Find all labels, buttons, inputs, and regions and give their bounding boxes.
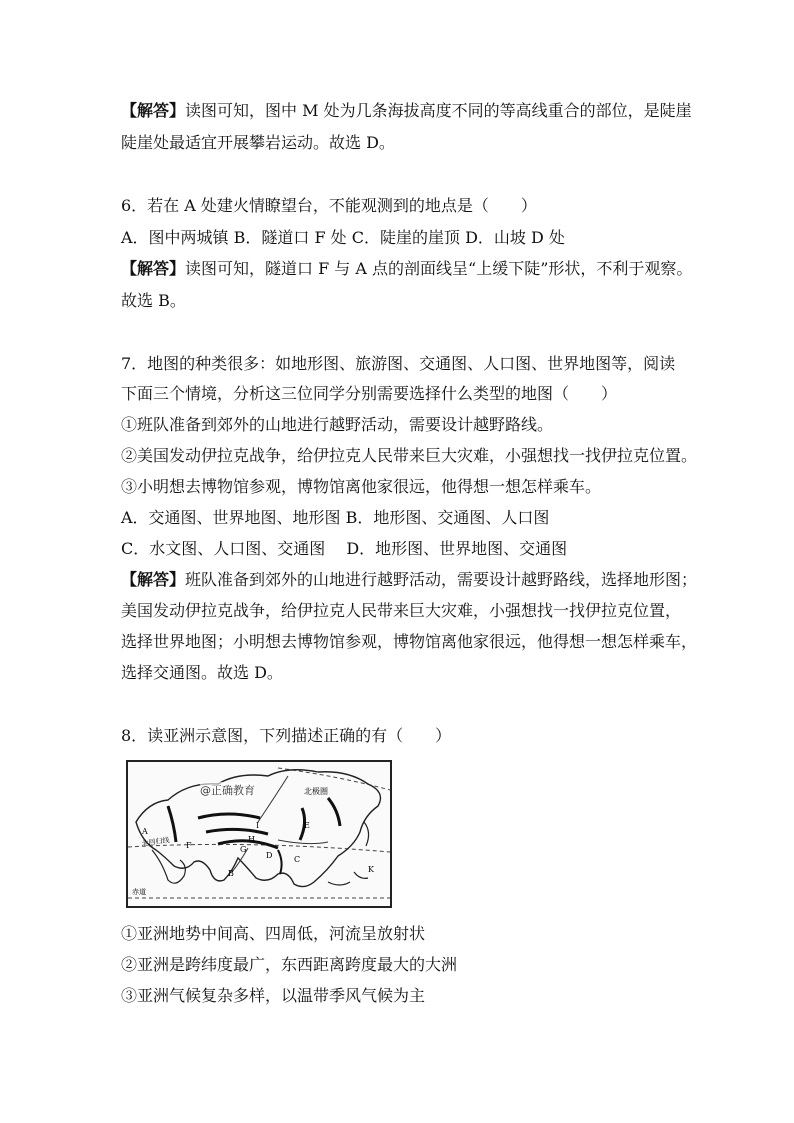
q5-answer-line-1: 【解答】读图可知，图中 M 处为几条海拔高度不同的等高线重合的部位，是陡崖 <box>121 101 692 120</box>
map-letter-d: D <box>266 851 273 860</box>
river-north <box>258 776 288 822</box>
q7-options-line-1: A．交通图、世界地图、地形图 B．地形图、交通图、人口图 <box>121 508 550 527</box>
mountain-range-west <box>168 806 176 842</box>
asia-map-figure <box>126 760 392 908</box>
q6-options: A．图中两城镇 B．隧道口 F 处 C．陡崖的崖顶 D．山坡 D 处 <box>121 228 565 247</box>
arabia-outline <box>152 850 185 883</box>
map-letter-k: K <box>368 865 374 874</box>
map-letter-c: C <box>294 855 301 864</box>
map-letter-a: A <box>142 827 148 836</box>
asia-map-svg <box>128 762 390 906</box>
q8-statement-1: ①亚洲地势中间高、四周低，河流呈放射状 <box>121 924 426 943</box>
map-letter-b: B <box>228 869 234 878</box>
q8-question: 8．读亚洲示意图，下列描述正确的有（ ） <box>121 726 452 745</box>
map-letter-f: F <box>186 841 192 850</box>
map-letter-g: G <box>240 845 247 854</box>
map-letter-e: E <box>304 821 310 830</box>
q8-statement-2: ②亚洲是跨纬度最广，东西距离跨度最大的大洲 <box>121 955 458 974</box>
q7-answer-line-4: 选择交通图。故选 D。 <box>121 663 283 682</box>
q7-scenario-1: ①班队准备到郊外的山地进行越野活动，需要设计越野路线。 <box>121 415 554 434</box>
label-equator: 赤道 <box>132 888 146 896</box>
q6-answer-line-1: 【解答】读图可知，隧道口 F 与 A 点的剖面线呈“上缓下陡”形状，不利于观察。 <box>121 259 693 278</box>
mountain-range-h <box>206 829 268 834</box>
label-tropic: 北回归线 <box>141 836 171 848</box>
river-east <box>278 840 328 844</box>
q7-options-line-2: C．水文图、人口图、交通图 D．地形图、世界地图、交通图 <box>121 539 568 558</box>
islands-outline <box>328 872 368 885</box>
mountain-range-east <box>328 798 340 826</box>
japan-outline <box>364 822 369 846</box>
q7-question-line-1: 7．地图的种类很多：如地形图、旅游图、交通图、人口图、世界地图等，阅读 <box>121 354 676 373</box>
q7-scenario-3: ③小明想去博物馆参观，博物馆离他家很远，他得想一想怎样乘车。 <box>121 477 602 496</box>
q7-answer-line-3: 选择世界地图；小明想去博物馆参观，博物馆离他家很远，他得想一想怎样乘车， <box>121 632 698 651</box>
q7-question-line-2: 下面三个情境，分析这三位同学分别需要选择什么类型的地图（ ） <box>121 384 618 403</box>
q6-answer-line-2: 故选 B。 <box>121 291 186 310</box>
label-arctic-circle: 北极圈 <box>304 787 328 796</box>
mountain-range-c <box>278 850 282 874</box>
q7-answer-line-1: 【解答】班队准备到郊外的山地进行越野活动，需要设计越野路线，选择地形图； <box>121 570 698 589</box>
q7-scenario-2: ②美国发动伊拉克战争，给伊拉克人民带来巨大灾难，小强想找一找伊拉克位置。 <box>121 446 698 465</box>
map-letter-h: H <box>248 835 255 844</box>
mountain-range-i <box>198 814 260 818</box>
map-letter-i: I <box>256 821 260 830</box>
map-watermark: @正确教育 <box>200 784 255 797</box>
q7-answer-line-2: 美国发动伊拉克战争，给伊拉克人民带来巨大灾难，小强想找一找伊拉克位置， <box>121 601 682 620</box>
q6-question: 6．若在 A 处建火情瞭望台，不能观测到的地点是（ ） <box>121 196 537 215</box>
q5-answer-line-2: 陡崖处最适宜开展攀岩运动。故选 D。 <box>121 133 395 152</box>
q8-statement-3: ③亚洲气候复杂多样，以温带季风气候为主 <box>121 986 426 1005</box>
